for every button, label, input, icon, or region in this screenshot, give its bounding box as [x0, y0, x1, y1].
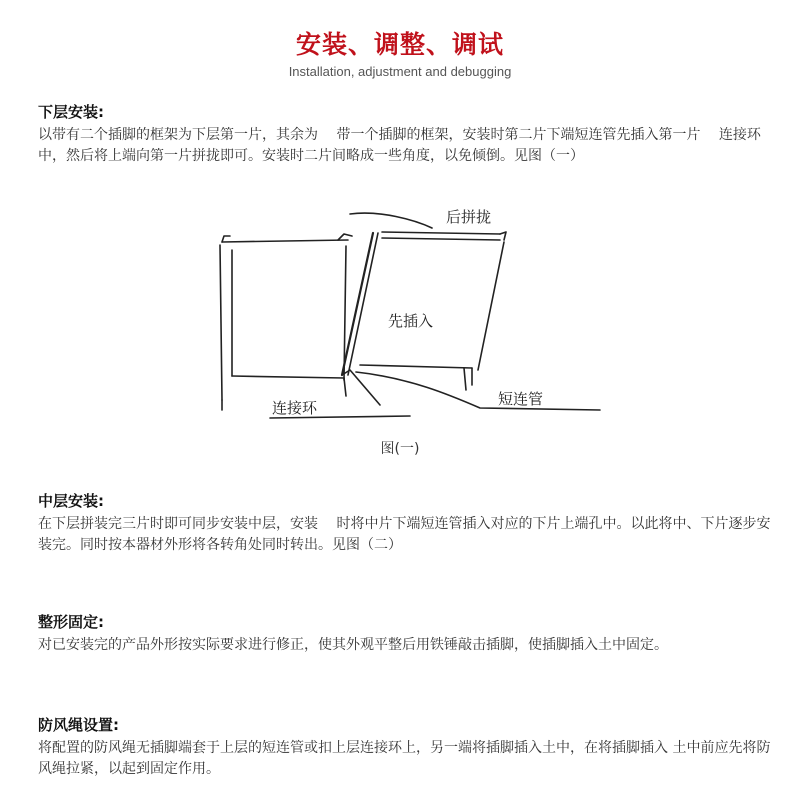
second-panel-top-bar	[382, 232, 500, 234]
right-frame-bottom	[360, 365, 472, 368]
diagram-svg	[210, 200, 610, 430]
section-body: 将配置的防风绳无插脚端套于上层的短连管或扣上层连接环上，另一端将插脚插入土中，在将插脚插入 土中前应先将防风绳拉紧，以起到固定作用。	[38, 740, 771, 777]
section-title: 防风绳设置:	[38, 716, 119, 734]
installation-diagram	[210, 200, 610, 430]
section-windproof-rope	[38, 714, 773, 780]
page-subtitle: Installation, adjustment and debugging	[288, 64, 512, 79]
left-frame-top-hook-right	[338, 234, 352, 240]
right-frame-right-post	[478, 242, 504, 370]
left-frame-bottom	[232, 376, 344, 378]
label-back-join: 后拼拢	[446, 208, 492, 226]
section-title: 下层安装:	[38, 103, 104, 121]
section-title: 中层安装:	[38, 492, 104, 510]
join-curve	[350, 213, 432, 228]
right-frame-foot-1	[464, 368, 466, 390]
left-frame-left-post	[220, 245, 222, 400]
connect-ring-wedge-2	[344, 378, 346, 396]
figure-caption: 图(一)	[380, 441, 420, 457]
section-title: 整形固定:	[38, 613, 104, 631]
second-panel-top-bar-lower	[382, 238, 500, 240]
second-panel-top-hook	[500, 232, 506, 240]
left-frame-top-bar	[222, 240, 348, 242]
section-middle-layer	[38, 490, 773, 556]
section-lower-layer	[38, 101, 773, 167]
label-insert-first: 先插入	[388, 312, 434, 330]
page-title: 安装、调整、调试	[295, 30, 504, 59]
page-header	[0, 28, 800, 79]
label-connect-ring: 连接环	[272, 399, 318, 417]
short-tube-pointer	[356, 372, 600, 410]
tilted-panel-line-2	[348, 233, 378, 375]
label-short-tube: 短连管	[498, 390, 544, 408]
section-body: 以带有二个插脚的框架为下层第一片，其余为 带一个插脚的框架，安装时第二片下端短连管先插入第一片 连接环中，然后将上端向第一片拼拢即可。安装时二片间略成一些角度，以免倾倒。见图（一）	[38, 127, 761, 164]
section-body: 在下层拼装完三片时即可同步安装中层，安装 时将中片下端短连管插入对应的下片上端孔中。以此将中、下片逐步安装完。同时按本器材外形将各转角处同时转出。见图（二）	[38, 516, 771, 553]
section-body: 对已安装完的产品外形按实际要求进行修正，使其外观平整后用铁锤敲击插脚，使插脚插入土中固定。	[38, 637, 668, 653]
section-shaping-fixing	[38, 611, 773, 656]
